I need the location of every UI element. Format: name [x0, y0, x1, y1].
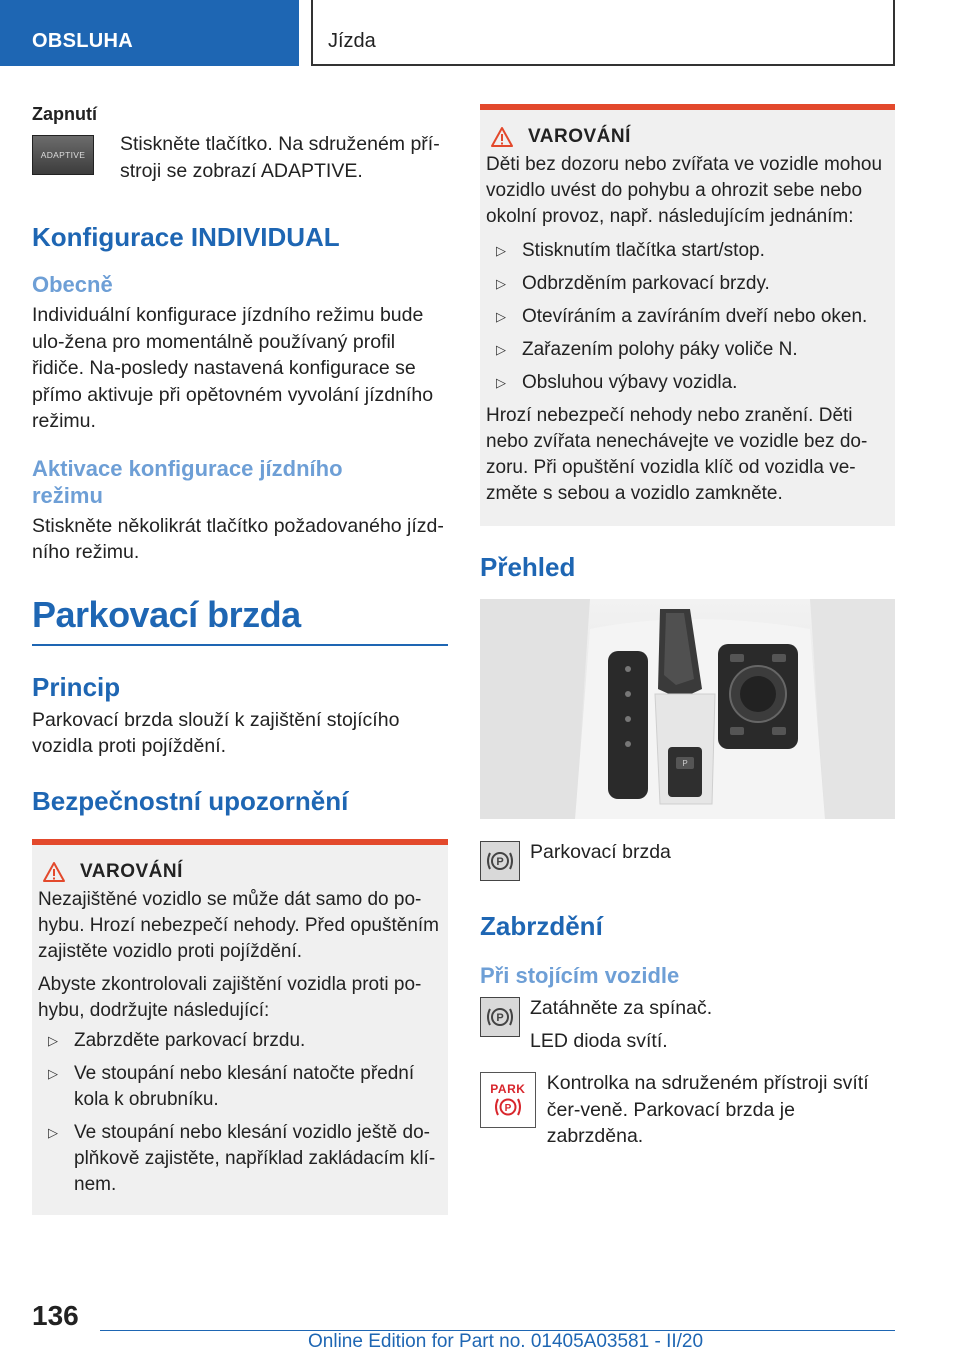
list-item-text: Ve stoupání nebo klesání natočte přední kola k obrubníku. — [74, 1062, 415, 1110]
list-item — [486, 304, 887, 330]
header-chapter-title: Jízda — [328, 30, 376, 52]
list-item — [486, 370, 887, 396]
bullet-triangle-icon: ▷ — [496, 243, 506, 258]
warning-paragraph: Hrozí nebezpečí nehody nebo zranění. Děti nebo zvířata nenechávejte ve vozidle bez do-zoru. Při opuštění vozidla klíč od vozidla ve-změte s sebou a vozidlo zamkněte. — [486, 405, 868, 504]
warning-title-text: VAROVÁNÍ — [80, 860, 183, 882]
center-console-image — [480, 599, 895, 819]
list-item — [38, 1120, 440, 1198]
left-column — [32, 104, 448, 1215]
obecne-heading: Obecně — [32, 272, 113, 297]
list-item-text: Odbrzděním parkovací brzdy. — [522, 273, 770, 294]
header-chapter-box — [311, 0, 895, 66]
adaptive-button-icon — [32, 135, 94, 175]
bullet-triangle-icon: ▷ — [48, 1065, 58, 1081]
photo-p-symbol: P — [682, 759, 688, 768]
list-item-text: Stisknutím tlačítka start/stop. — [522, 240, 765, 261]
warning-title-text: VAROVÁNÍ — [528, 126, 631, 147]
zapnuti-label: Zapnutí — [32, 104, 97, 124]
prehled-heading: Přehled — [480, 552, 576, 582]
list-item — [38, 1028, 440, 1054]
park-label: PARK — [490, 1082, 526, 1096]
bullet-triangle-icon: ▷ — [496, 309, 506, 324]
bullet-triangle-icon: ▷ — [48, 1032, 58, 1048]
parkovaci-brzda-heading: Parkovací brzda — [32, 593, 301, 635]
park-indicator-icon — [480, 1072, 536, 1128]
aktivace-text: Stiskněte několikrát tlačítko požadovaného jízd-ního režimu. — [32, 514, 444, 563]
warning-paragraph: Nezajištěné vozidlo se může dát samo do po-hybu. Hrozí nebezpečí nehody. Před opuštěním zajistěte vozidlo proti pojíždění. — [38, 888, 440, 962]
konfigurace-heading: Konfigurace INDIVIDUAL — [32, 222, 340, 252]
zapnuti-text: Stiskněte tlačítko. Na sdruženém pří-stroji se zobrazí ADAPTIVE. — [120, 133, 440, 182]
page-number: 136 — [32, 1300, 79, 1331]
list-item-text: Ve stoupání nebo klesání vozidlo ještě do-plňkově zajistěte, například zakládacím klí-nem. — [74, 1121, 436, 1195]
obecne-text: Individuální konfigurace jízdního režimu bude ulo-žena pro momentálně používaný profil řidiče. Na-posledy nastavená konfigurace se přímo aktivuje při opětovném vyvolání jízdního režimu. — [32, 304, 434, 432]
warning-box-right — [480, 104, 895, 526]
list-item — [486, 238, 887, 264]
bullet-triangle-icon: ▷ — [496, 375, 506, 390]
svg-text:P: P — [504, 1103, 512, 1114]
header-section-title: OBSLUHA — [32, 30, 133, 52]
warning-title-left — [42, 861, 440, 883]
princip-heading: Princip — [32, 671, 121, 702]
console-photo — [480, 599, 895, 819]
adaptive-button-text: ADAPTIVE — [40, 150, 86, 160]
right-column — [480, 104, 895, 1150]
warning-icon — [490, 126, 514, 148]
bullet-triangle-icon: ▷ — [496, 342, 506, 357]
warning-paragraph: Děti bez dozoru nebo zvířata ve vozidle mohou vozidlo uvést do pohybu a ohrozit sebe nebo okolní provoz, např. následujícím jednáním: — [486, 154, 883, 227]
led-text: LED dioda svítí. — [530, 1029, 668, 1052]
warning-title-right — [490, 126, 887, 148]
princip-text: Parkovací brzda slouží k zajištění stojícího vozidla proti pojíždění. — [32, 708, 400, 757]
list-item — [486, 337, 887, 363]
warning-box-left — [32, 839, 448, 1215]
kontrolka-text: Kontrolka na sdruženém přístroji svítí čer-veně. Parkovací brzda je zabrzděna. — [546, 1072, 869, 1147]
warning-list — [38, 1028, 440, 1198]
list-item-text: Obsluhou výbavy vozidla. — [522, 372, 738, 393]
edition-text: Online Edition for Part no. 01405A03581 - II/20 — [308, 1331, 704, 1352]
list-item-text: Zařazením polohy páky voliče N. — [522, 339, 798, 360]
list-item — [38, 1061, 440, 1113]
svg-text:P: P — [496, 1012, 504, 1024]
warning-icon — [42, 861, 66, 883]
zabrzdeni-heading: Zabrzdění — [480, 911, 603, 941]
heading-rule — [32, 644, 448, 646]
parking-brake-caption: Parkovací brzda — [530, 841, 671, 863]
aktivace-heading: Aktivace konfigurace jízdního režimu — [32, 455, 343, 508]
pri-stojicim-heading: Při stojícím vozidle — [480, 963, 680, 988]
list-item-text: Otevíráním a zavíráním dveří nebo oken. — [522, 306, 868, 327]
parking-brake-icon — [480, 841, 520, 881]
bullet-triangle-icon: ▷ — [48, 1124, 58, 1140]
warning-list — [486, 238, 887, 396]
list-item — [486, 271, 887, 297]
bullet-triangle-icon: ▷ — [496, 276, 506, 291]
warning-paragraph: Abyste zkontrolovali zajištění vozidla proti po-hybu, dodržujte následující: — [38, 973, 422, 1021]
list-item-text: Zabrzděte parkovací brzdu. — [74, 1029, 306, 1051]
svg-text:P: P — [496, 856, 504, 868]
parking-brake-icon — [480, 997, 520, 1037]
pull-switch-text: Zatáhněte za spínač. — [530, 997, 713, 1019]
header-section-tab — [0, 0, 299, 66]
bezpecnostni-heading: Bezpečnostní upozornění — [32, 785, 349, 816]
